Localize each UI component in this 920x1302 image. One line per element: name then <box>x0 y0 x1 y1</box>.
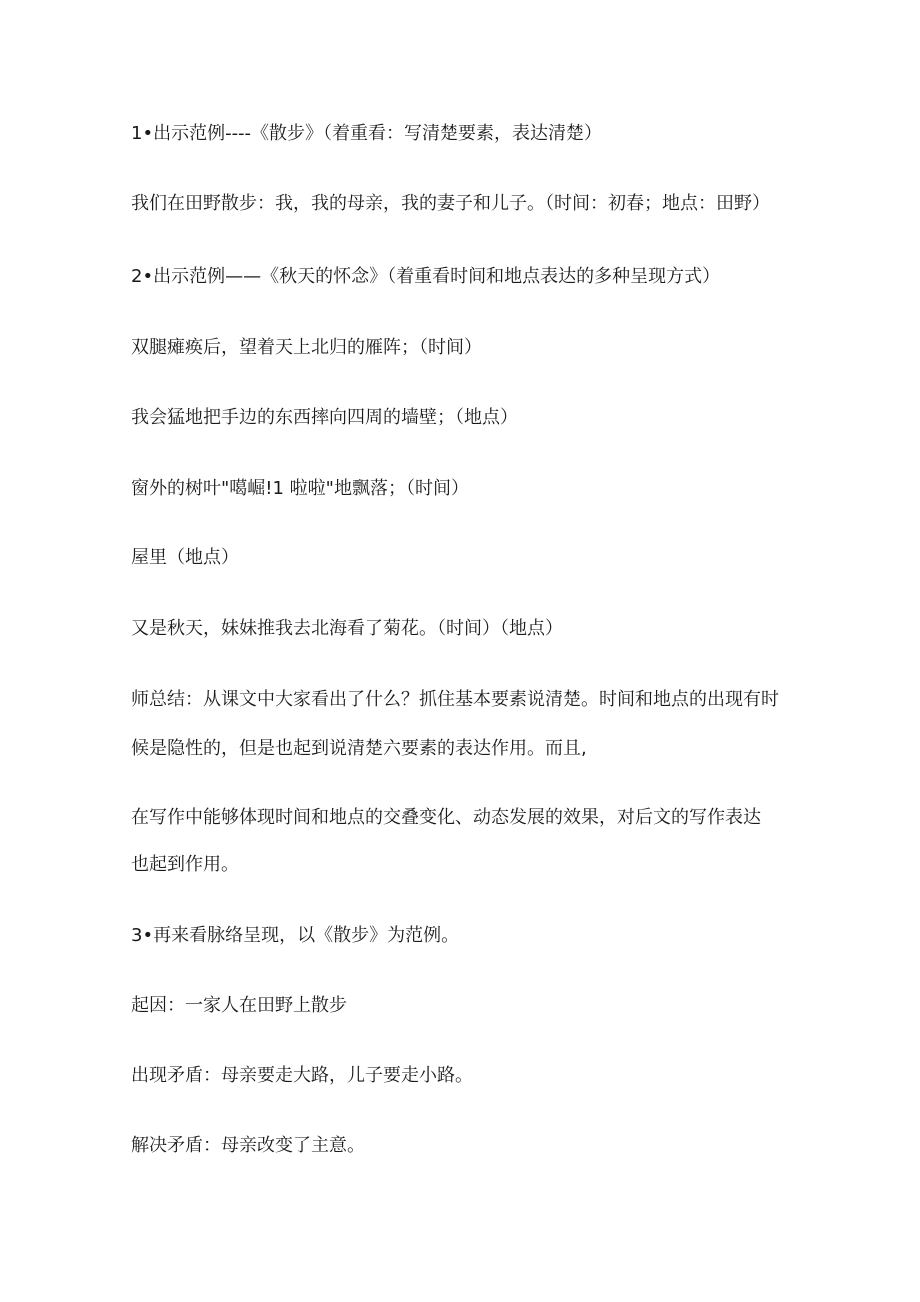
text-line-example-2-heading: 2•出示范例——《秋天的怀念》（着重看时间和地点表达的多种呈现方式） <box>131 266 721 287</box>
text-line-teacher-summary: 师总结：从课文中大家看出了什么？抓住基本要素说清楚。时间和地点的出现有时 <box>131 689 779 710</box>
text-line-example-3-heading: 3•再来看脉络呈现，以《散步》为范例。 <box>131 925 460 946</box>
text-line-leaves: 窗外的树叶"噶崛!1 啦啦"地飘落；（时间） <box>131 478 469 499</box>
text-line-writing-cont: 也起到作用。 <box>131 854 239 875</box>
text-line-room: 屋里（地点） <box>131 547 239 568</box>
text-line-conflict: 出现矛盾：母亲要走大路，儿子要走小路。 <box>131 1065 473 1086</box>
text-line-autumn-again: 又是秋天，妹妹推我去北海看了菊花。（时间）（地点） <box>131 618 563 639</box>
text-line-example-1-heading: 1•出示范例----《散步》（着重看：写清楚要素，表达清楚） <box>131 123 603 144</box>
text-line-resolution: 解决矛盾：母亲改变了主意。 <box>131 1135 365 1156</box>
text-line-summary-cont: 候是隐性的，但是也起到说清楚六要素的表达作用。而且, <box>131 738 587 759</box>
text-line-throw-wall: 我会猛地把手边的东西摔向四周的墙壁；（地点） <box>131 407 518 428</box>
text-line-paralysis: 双腿瘫痪后，望着天上北归的雁阵；（时间） <box>131 337 482 358</box>
text-line-writing: 在写作中能够体现时间和地点的交叠变化、动态发展的效果，对后文的写作表达 <box>131 807 761 828</box>
text-line-walk-sentence: 我们在田野散步：我，我的母亲，我的妻子和儿子。（时间：初春；地点：田野） <box>131 193 770 214</box>
text-line-cause: 起因：一家人在田野上散步 <box>131 995 347 1016</box>
